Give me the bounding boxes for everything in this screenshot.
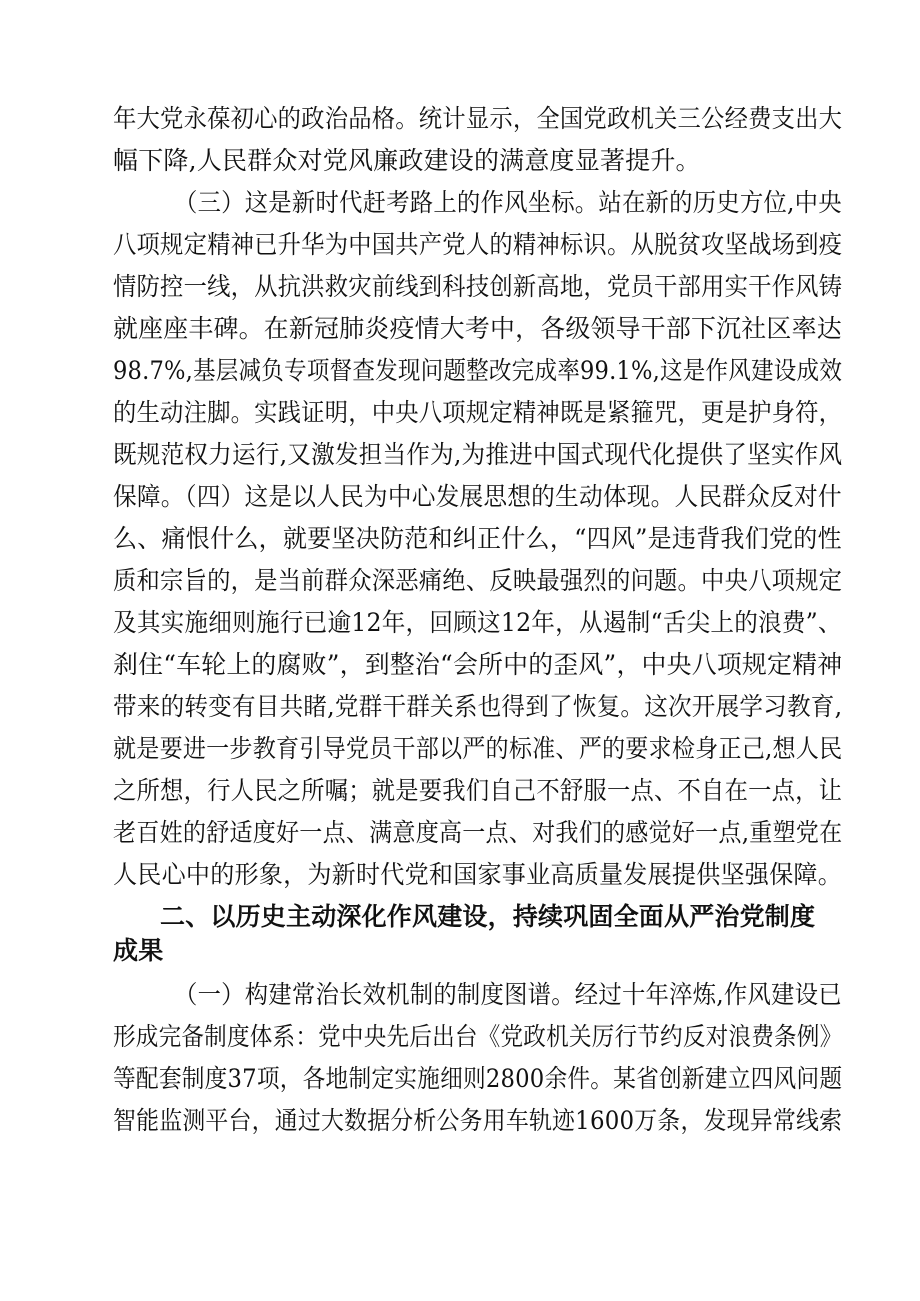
body-line: 质和宗旨的，是当前群众深恶痛绝、反映最强烈的问题。中央八项规定 xyxy=(113,566,843,595)
body-line: 么、痛恨什么，就要坚决防范和纠正什么，“四风”是违背我们党的性 xyxy=(113,524,842,553)
body-line: （一）构建常治长效机制的制度图谱。经过十年淬炼,作风建设已 xyxy=(174,980,842,1009)
body-line: 的生动注脚。实践证明，中央八项规定精神既是紧箍咒，更是护身符， xyxy=(113,398,843,427)
body-line: （三）这是新时代赶考路上的作风坐标。站在新的历史方位,中央 xyxy=(174,188,842,217)
body-line: 智能监测平台，通过大数据分析公务用车轨迹1600万条，发现异常线索 xyxy=(113,1106,843,1135)
body-line: 等配套制度37项，各地制定实施细则2800余件。某省创新建立四风问题 xyxy=(113,1064,843,1093)
body-line: 及其实施细则施行已逾12年，回顾这12年，从遏制“舌尖上的浪费”、 xyxy=(113,608,842,637)
body-line: 形成完备制度体系：党中央先后出台《党政机关厉行节约反对浪费条例》 xyxy=(113,1022,843,1051)
body-line: 刹住“车轮上的腐败”，到整治“会所中的歪风”，中央八项规定精神 xyxy=(113,650,843,679)
body-line: 情防控一线，从抗洪救灾前线到科技创新高地，党员干部用实干作风铸 xyxy=(113,272,843,301)
body-line: 既规范权力运行,又激发担当作为,为推进中国式现代化提供了坚实作风 xyxy=(113,440,843,469)
section-heading: 二、以历史主动深化作风建设，持续巩固全面从严治党制度 xyxy=(160,902,816,931)
section-heading-continuation: 成果 xyxy=(113,936,164,965)
body-line: 八项规定精神已升华为中国共产党人的精神标识。从脱贫攻坚战场到疫 xyxy=(113,230,843,259)
body-line: 就是要进一步教育引导党员干部以严的标准、严的要求检身正己,想人民 xyxy=(113,734,843,763)
body-line: 带来的转变有目共睹,党群干群关系也得到了恢复。这次开展学习教育, xyxy=(113,692,843,721)
body-line: 98.7%,基层减负专项督查发现问题整改完成率99.1%,这是作风建设成效 xyxy=(113,356,843,385)
body-line: 保障。（四）这是以人民为中心发展思想的生动体现。人民群众反对什 xyxy=(113,482,842,511)
body-line: 老百姓的舒适度好一点、满意度高一点、对我们的感觉好一点,重塑党在 xyxy=(113,818,843,847)
body-line: 就座座丰碑。在新冠肺炎疫情大考中，各级领导干部下沉社区率达 xyxy=(113,314,842,343)
body-line: 年大党永葆初心的政治品格。统计显示，全国党政机关三公经费支出大 xyxy=(113,104,843,133)
body-line: 之所想，行人民之所嘱；就是要我们自己不舒服一点、不自在一点，让 xyxy=(113,776,843,805)
body-line: 幅下降,人民群众对党风廉政建设的满意度显著提升。 xyxy=(113,146,701,175)
body-line: 人民心中的形象，为新时代党和国家事业高质量发展提供坚强保障。 xyxy=(113,860,843,889)
